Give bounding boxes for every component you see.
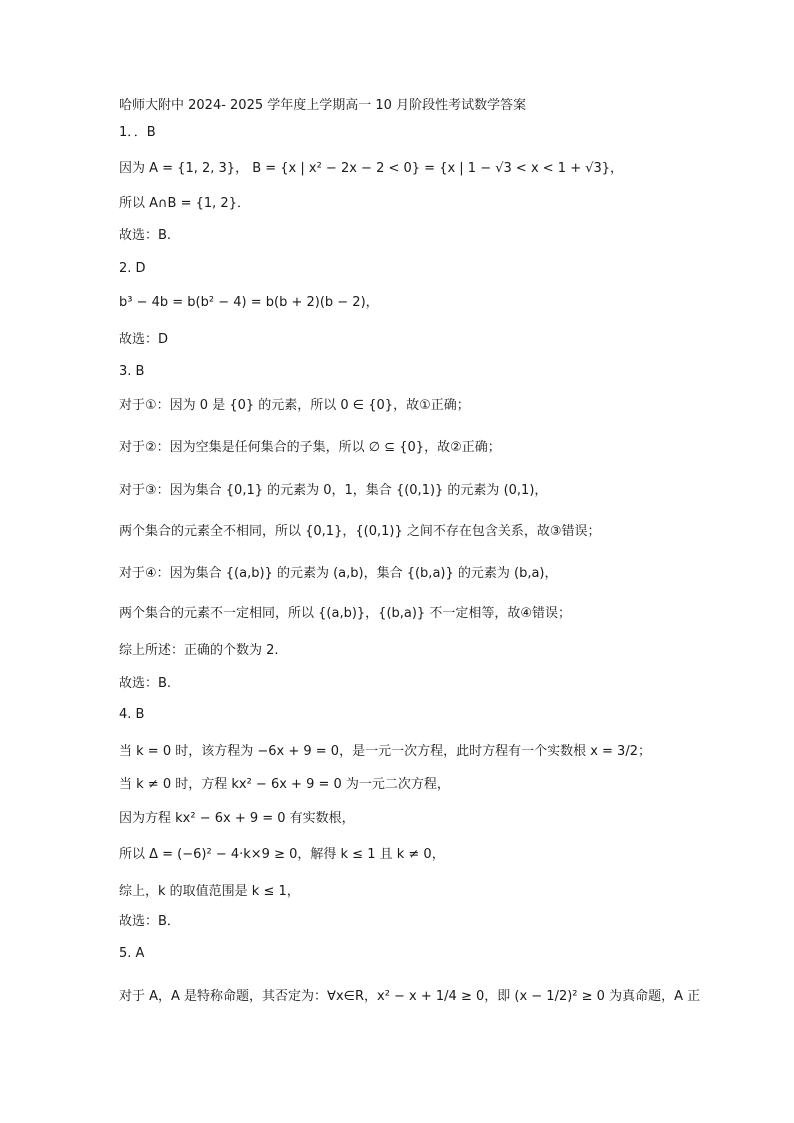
answer-4-line-2: 当 k ≠ 0 时，方程 kx² − 6x + 9 = 0 为一元二次方程， bbox=[119, 777, 450, 792]
answer-4-line-5: 综上，k 的取值范围是 k ≤ 1， bbox=[119, 884, 300, 899]
answer-1-line-2: 所以 A∩B = {1, 2}． bbox=[119, 196, 250, 211]
answer-4-line-3: 因为方程 kx² − 6x + 9 = 0 有实数根， bbox=[119, 811, 355, 826]
answer-3-line-1: 对于①：因为 0 是 {0} 的元素，所以 0 ∈ {0}，故①正确； bbox=[119, 398, 470, 413]
answer-4-heading: 4. B bbox=[119, 707, 145, 722]
answer-1-choice: 故选：B. bbox=[119, 228, 172, 243]
answer-3-line-4: 两个集合的元素全不相同，所以 {0,1}，{(0,1)} 之间不存在包含关系，故③错误； bbox=[119, 524, 601, 539]
answer-3-line-6: 两个集合的元素不一定相同，所以 {(a,b)}，{(b,a)} 不一定相等，故④错误； bbox=[119, 606, 571, 621]
answer-3-heading: 3. B bbox=[119, 364, 145, 379]
answer-1-line-1: 因为 A = {1, 2, 3}， B = {x | x² − 2x − 2 < 0} = {x | 1 − √3 < x < 1 + √3}， bbox=[119, 161, 624, 176]
answer-5-heading: 5. A bbox=[119, 946, 145, 961]
answer-2-choice: 故选：D bbox=[119, 332, 169, 347]
answer-2-heading: 2. D bbox=[119, 261, 146, 276]
answer-3-line-7: 综上所述：正确的个数为 2. bbox=[119, 643, 279, 658]
answer-4-line-1: 当 k = 0 时，该方程为 −6x + 9 = 0，是一元一次方程，此时方程有一个实数根 x = 3/2； bbox=[119, 744, 651, 759]
answer-2-line-1: b³ − 4b = b(b² − 4) = b(b + 2)(b − 2)， bbox=[119, 295, 379, 310]
answer-3-line-3: 对于③：因为集合 {0,1} 的元素为 0，1，集合 {(0,1)} 的元素为 (0,1)， bbox=[119, 483, 548, 498]
answer-4-choice: 故选：B． bbox=[119, 914, 180, 929]
answer-1-heading: 1．．B bbox=[119, 125, 156, 140]
answer-4-line-4: 所以 Δ = (−6)² − 4·k×9 ≥ 0，解得 k ≤ 1 且 k ≠ 0， bbox=[119, 847, 445, 862]
answer-5-line-1: 对于 A，A 是特称命题，其否定为：∀x∈R，x² − x + 1/4 ≥ 0，即 (x − 1/2)² ≥ 0 为真命题，A 正 bbox=[119, 989, 701, 1004]
answer-3-line-5: 对于④：因为集合 {(a,b)} 的元素为 (a,b)，集合 {(b,a)} 的元素为 (b,a)， bbox=[119, 566, 558, 581]
answer-3-line-2: 对于②：因为空集是任何集合的子集，所以 ∅ ⊆ {0}，故②正确； bbox=[119, 440, 501, 455]
document-title: 哈师大附中 2024- 2025 学年度上学期高一 10 月阶段性考试数学答案 bbox=[119, 98, 527, 113]
answer-3-choice: 故选：B. bbox=[119, 676, 172, 691]
